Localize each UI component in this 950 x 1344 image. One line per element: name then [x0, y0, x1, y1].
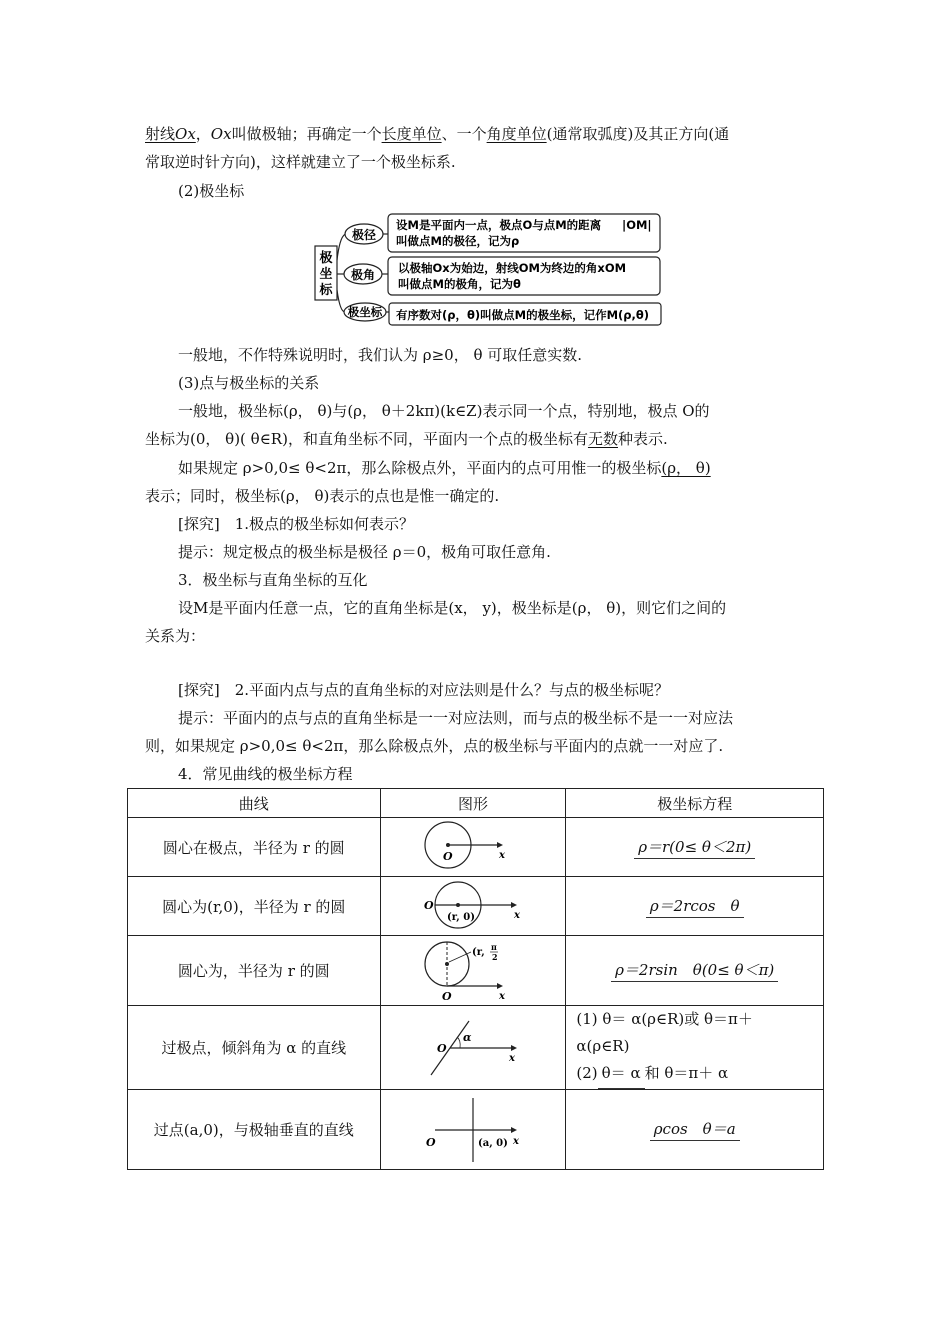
text: ，	[195, 125, 211, 143]
header-figure: 图形	[380, 789, 566, 818]
equation-text: ρ＝2rcos θ	[646, 895, 744, 918]
equation-cell	[566, 877, 824, 936]
curve-equation-table	[127, 788, 824, 1170]
branch1-line2: 叫做点M的极径，记为ρ	[396, 234, 520, 248]
circle-at-pole-figure	[423, 820, 523, 874]
text: 、一个	[441, 125, 487, 143]
para1-line2: 常取逆时针方向)，这样就建立了一个极坐标系.	[145, 153, 456, 171]
vertical-line-figure	[423, 1096, 523, 1164]
branch2-line2: 叫做点M的极角，记为θ	[398, 277, 521, 291]
para4-line1	[178, 457, 711, 479]
para4-line2: 表示；同时，极坐标(ρ， θ)表示的点也是惟一确定的.	[145, 487, 500, 505]
label-o: O	[423, 899, 434, 912]
root-char-1: 极	[319, 251, 333, 266]
label-x: x	[512, 1135, 519, 1147]
text: 叫做极轴；再确定一个	[231, 125, 382, 143]
text: 坐标为(0， θ)( θ∈R)，和直角坐标不同，平面内一个点的极坐标有	[145, 430, 588, 448]
equation-cell	[566, 1090, 824, 1170]
header-curve: 曲线	[128, 789, 381, 818]
explore-2: [探究] 2.平面内点与点的直角坐标的对应法则是什么？与点的极坐标呢？	[178, 681, 670, 699]
branch-line-3	[337, 290, 345, 312]
label-two: 2	[491, 951, 498, 962]
term-length-unit: 长度单位	[381, 125, 442, 143]
section-title-point-relation: (3)点与极坐标的关系	[178, 374, 320, 392]
branch3-line1: 有序数对(ρ，θ)叫做点M的极坐标，记作M(ρ,θ)	[396, 308, 650, 322]
explore-1: [探究] 1.极点的极坐标如何表示？	[178, 515, 415, 533]
header-equation: 极坐标方程	[566, 789, 824, 818]
curve-cell: 圆心为，半径为 r 的圆	[128, 936, 381, 1006]
table-header-row	[128, 789, 824, 818]
branch1-om: |OM|	[622, 218, 652, 232]
equation-text: ρ＝r(0≤ θ＜2π)	[634, 836, 755, 859]
polar-coordinate-mindmap	[312, 210, 672, 332]
branch-label-1: 极径	[351, 228, 377, 242]
label-x: x	[513, 910, 520, 921]
para3-line1: 一般地，极坐标(ρ， θ)与(ρ， θ＋2kπ)(k∈Z)表示同一个点，特别地，极点 O的	[178, 402, 710, 420]
table-row	[128, 877, 824, 936]
curve-cell: 圆心在极点，半径为 r 的圆	[128, 818, 381, 877]
equation-text: ρ＝2rsin θ(0≤ θ＜π)	[611, 959, 778, 982]
term-angle-unit: 角度单位	[486, 125, 547, 143]
term-unique-coord: (ρ， θ)	[661, 459, 711, 477]
hint-2-line2: 则，如果规定 ρ>0,0≤ θ<2π，那么除极点外，点的极坐标与平面内的点就一一对应了.	[145, 737, 724, 755]
figure-cell	[380, 1090, 566, 1170]
text: (2)	[576, 1064, 598, 1082]
equation-underlined: θ＝ α	[598, 1060, 645, 1089]
table-row	[128, 1006, 824, 1090]
label-o: O	[425, 1135, 436, 1149]
curve-cell: 圆心为(r,0)，半径为 r 的圆	[128, 877, 381, 936]
general-statement: 一般地，不作特殊说明时，我们认为 ρ≥0， θ 可取任意实数.	[178, 346, 583, 364]
circle-r0-figure	[423, 879, 523, 933]
label-a0: (a, 0)	[477, 1137, 508, 1149]
root-char-2: 坐	[319, 267, 333, 282]
equation-cell	[566, 818, 824, 877]
curve-cell: 过极点，倾斜角为 α 的直线	[128, 1006, 381, 1090]
hint-1: 提示：规定极点的极坐标是极径 ρ＝0，极角可取任意角.	[178, 543, 551, 561]
label-pi: π	[490, 941, 497, 952]
label-o: O	[442, 850, 453, 863]
label-x: x	[498, 850, 505, 861]
text: (通常取弧度)及其正方向(通	[546, 125, 730, 143]
hint-2-line1: 提示：平面内的点与点的直角坐标是一一对应法则，而与点的极坐标不是一一对应法	[178, 709, 734, 727]
label-alpha: α	[462, 1030, 472, 1044]
label-x: x	[498, 990, 505, 1002]
root-char-3: 标	[319, 283, 333, 298]
figure-cell	[380, 1006, 566, 1090]
para5-line1: 设M是平面内任意一点，它的直角坐标是(x， y)，极坐标是(ρ， θ)，则它们之间的	[178, 599, 727, 617]
table-row	[128, 818, 824, 877]
text: 如果规定 ρ>0,0≤ θ<2π，那么除极点外，平面内的点可用惟一的极坐标	[178, 459, 662, 477]
para1-line1	[145, 123, 729, 145]
equation-line3	[576, 1060, 823, 1089]
term-ox: Ox	[175, 125, 196, 143]
equation-cell	[566, 1006, 824, 1090]
equation-line1: (1) θ＝ α(ρ∈R)或 θ＝π＋	[576, 1010, 753, 1028]
section-title-polar-coord: (2)极坐标	[178, 182, 245, 200]
figure-cell	[380, 936, 566, 1006]
figure-cell	[380, 818, 566, 877]
figure-cell	[380, 877, 566, 936]
label-x: x	[508, 1052, 515, 1064]
label-o: O	[441, 989, 452, 1002]
circle-r-pi2-figure	[423, 940, 523, 1002]
equation-text: ρcos θ＝a	[650, 1118, 740, 1141]
table-row	[128, 1090, 824, 1170]
label-r0: (r, 0)	[446, 912, 475, 923]
branch1-line1: 设M是平面内一点，极点O与点M的距离	[396, 218, 602, 232]
line-through-pole-figure	[423, 1015, 523, 1081]
para3-line2	[145, 428, 668, 450]
section-title-conversion: 3．极坐标与直角坐标的互化	[178, 571, 368, 589]
section-title-curves: 4．常见曲线的极坐标方程	[178, 765, 353, 783]
term-countless: 无数	[587, 430, 618, 448]
text: 和 θ＝π＋ α	[644, 1064, 729, 1082]
table-row	[128, 936, 824, 1006]
equation-cell	[566, 936, 824, 1006]
curve-cell: 过点(a,0)，与极轴垂直的直线	[128, 1090, 381, 1170]
equation-line2: α(ρ∈R)	[576, 1037, 630, 1055]
text: 种表示.	[617, 430, 668, 448]
branch-label-2: 极角	[350, 268, 376, 282]
label-r: (r,	[471, 946, 485, 958]
label-o: O	[436, 1041, 447, 1055]
branch-label-3: 极坐标	[347, 305, 383, 319]
branch2-line1: 以极轴Ox为始边，射线OM为终边的角xOM	[398, 261, 627, 275]
para5-line2: 关系为：	[145, 627, 206, 645]
term-ray: 射线	[145, 125, 176, 143]
text: Ox	[210, 125, 232, 143]
branch-line-1	[337, 234, 346, 260]
